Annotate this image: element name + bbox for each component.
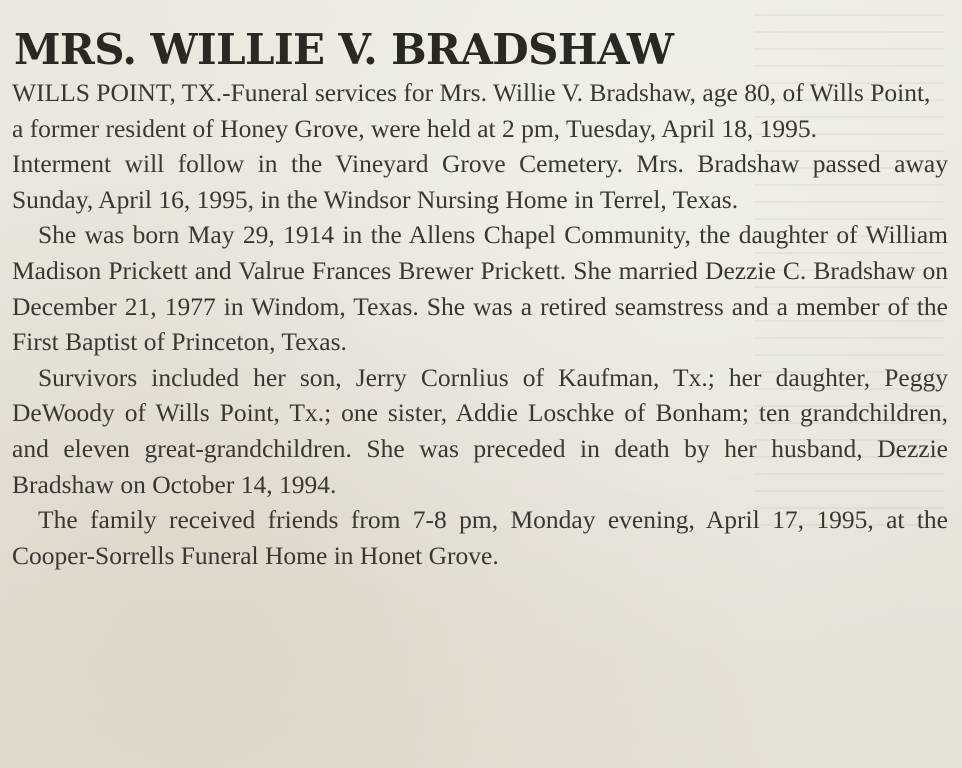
- paragraph-funeral-services: WILLS POINT, TX.-Funeral services for Mrs. Willie V. Bradshaw, age 80, of Wills Point, a former resident of Honey Grove, were held at 2 pm, Tuesday, April 18, 1995.: [12, 78, 931, 143]
- paragraph-visitation: The family received friends from 7-8 pm, Monday evening, April 17, 1995, at the Cooper-Sorrells Funeral Home in Honet Grove.: [12, 505, 948, 570]
- obituary-body: [12, 75, 948, 573]
- paragraph-survivors: Survivors included her son, Jerry Cornlius of Kaufman, Tx.; her daughter, Peggy DeWoody of Wills Point, Tx.; one sister, Addie Loschke of Bonham; ten grandchildren, and eleven great-grandchildren. She was preceded in death by her husband, Dezzie Bradshaw on October 14, 1994.: [12, 362, 948, 499]
- paragraph-interment: Interment will follow in the Vineyard Grove Cemetery. Mrs. Bradshaw passed away Sunday, April 16, 1995, in the Windsor Nursing Home in Terrel, Texas.: [12, 149, 948, 214]
- paragraph-biography: She was born May 29, 1914 in the Allens Chapel Community, the daughter of William Madison Prickett and Valrue Frances Brewer Prickett. She married Dezzie C. Bradshaw on December 21, 1977 in Windom, Texas. She was a retired seamstress and a member of the First Baptist of Princeton, Texas.: [12, 220, 948, 357]
- obituary-headline: MRS. WILLIE V. BRADSHAW: [14, 25, 674, 74]
